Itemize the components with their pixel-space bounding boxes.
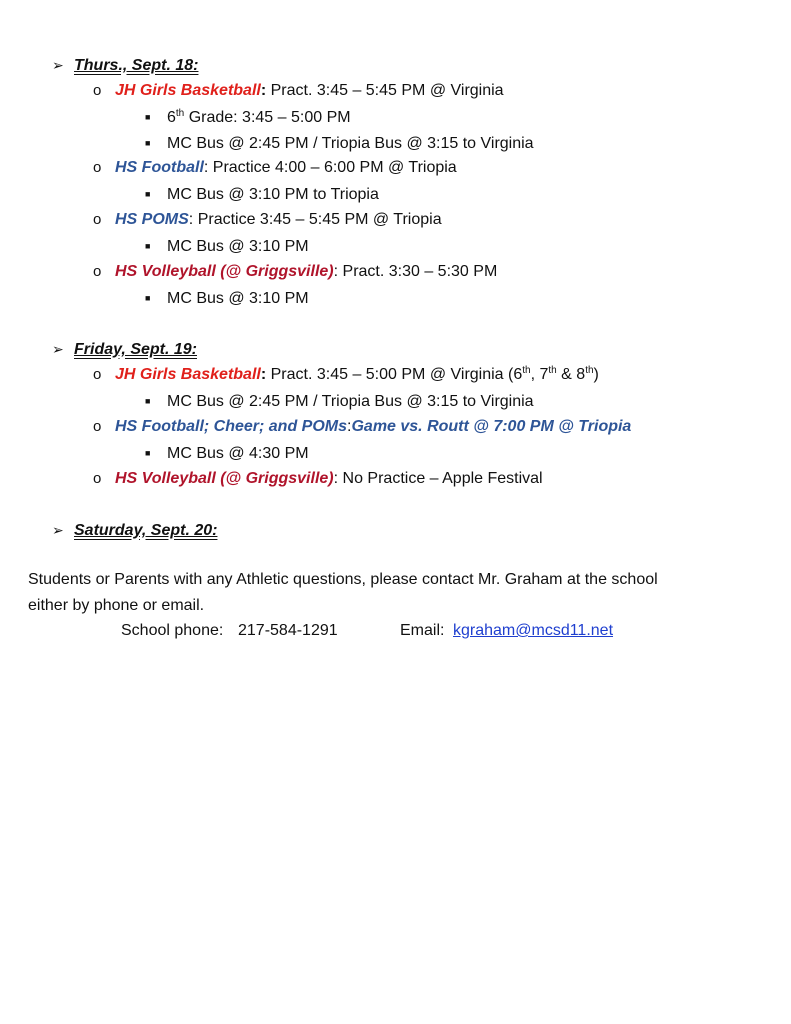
day-heading-text: Saturday, Sept. 20: <box>74 522 218 539</box>
list-item <box>145 288 309 309</box>
list-item <box>93 365 599 385</box>
item-text: MC Bus @ 2:45 PM / Triopia Bus @ 3:15 to Virginia <box>167 393 534 410</box>
email-link[interactable]: kgraham@mcsd11.net <box>453 622 614 639</box>
circle-bullet-icon: o <box>93 263 102 280</box>
label-colon: : <box>260 366 267 383</box>
circle-bullet-icon: o <box>93 82 102 99</box>
square-bullet-icon: ■ <box>145 448 151 458</box>
team-label: JH Girls Basketball <box>115 82 261 99</box>
item-text: Pract. 3:45 – 5:45 PM @ Virginia <box>266 82 504 99</box>
label-colon: : <box>260 82 267 99</box>
email-label: Email: <box>400 622 445 639</box>
item-text: MC Bus @ 2:45 PM / Triopia Bus @ 3:15 to Virginia <box>167 135 534 152</box>
list-item <box>145 443 309 464</box>
team-label: HS Football <box>115 159 204 176</box>
team-label: HS POMS <box>115 211 189 228</box>
day-heading-saturday <box>52 520 217 541</box>
arrow-bullet-icon: ➢ <box>52 522 64 538</box>
item-text: MC Bus @ 3:10 PM <box>167 290 309 307</box>
square-bullet-icon: ■ <box>145 138 151 148</box>
list-item <box>145 133 534 154</box>
arrow-bullet-icon: ➢ <box>52 341 64 357</box>
circle-bullet-icon: o <box>93 418 102 435</box>
circle-bullet-icon: o <box>93 470 102 487</box>
item-text: Grade: 3:45 – 5:00 PM <box>184 109 351 126</box>
list-item <box>145 391 534 412</box>
item-text: Pract. 3:45 – 5:00 PM @ Virginia (6 <box>266 366 523 383</box>
day-heading-thursday <box>52 55 198 76</box>
phone-label: School phone: <box>121 622 224 639</box>
day-heading-text: Friday, Sept. 19: <box>74 341 197 358</box>
game-text: Game vs. Routt @ 7:00 PM @ Triopia <box>351 418 632 435</box>
team-label: HS Football; Cheer; and POMs <box>115 418 348 435</box>
item-text: : Practice 3:45 – 5:45 PM @ Triopia <box>188 211 442 228</box>
list-item <box>93 210 442 230</box>
square-bullet-icon: ■ <box>145 112 151 122</box>
ordinal-suffix: th <box>522 365 531 376</box>
item-text: MC Bus @ 3:10 PM to Triopia <box>167 186 379 203</box>
item-text: & 8 <box>556 366 586 383</box>
team-label: HS Volleyball (@ Griggsville) <box>115 263 334 280</box>
list-item <box>93 469 543 489</box>
item-text: MC Bus @ 3:10 PM <box>167 238 309 255</box>
square-bullet-icon: ■ <box>145 241 151 251</box>
item-text: MC Bus @ 4:30 PM <box>167 445 309 462</box>
team-label: HS Volleyball (@ Griggsville) <box>115 470 334 487</box>
list-item <box>93 417 631 437</box>
ordinal-suffix: th <box>175 108 185 119</box>
ordinal-suffix: th <box>585 365 594 376</box>
phone-value: 217-584-1291 <box>238 622 338 639</box>
contact-paragraph-line2: either by phone or email. <box>28 597 205 614</box>
list-item <box>93 262 497 282</box>
square-bullet-icon: ■ <box>145 396 151 406</box>
list-item <box>93 81 504 101</box>
item-text: : Practice 4:00 – 6:00 PM @ Triopia <box>203 159 457 176</box>
item-text: ) <box>593 366 599 383</box>
grade-number: 6 <box>167 109 176 126</box>
day-heading-text: Thurs., Sept. 18: <box>74 57 199 74</box>
team-label: JH Girls Basketball <box>115 366 261 383</box>
circle-bullet-icon: o <box>93 366 102 383</box>
circle-bullet-icon: o <box>93 211 102 228</box>
square-bullet-icon: ■ <box>145 293 151 303</box>
item-text: : Pract. 3:30 – 5:30 PM <box>333 263 498 280</box>
square-bullet-icon: ■ <box>145 189 151 199</box>
item-text: : No Practice – Apple Festival <box>333 470 543 487</box>
list-item <box>145 236 309 257</box>
arrow-bullet-icon: ➢ <box>52 57 64 73</box>
list-item <box>145 107 351 128</box>
circle-bullet-icon: o <box>93 159 102 176</box>
contact-paragraph-line1: Students or Parents with any Athletic questions, please contact Mr. Graham at the school <box>28 571 658 588</box>
ordinal-suffix: th <box>548 365 557 376</box>
label-colon: : <box>347 418 352 435</box>
list-item <box>93 158 457 178</box>
list-item <box>145 184 379 205</box>
item-text: , 7 <box>530 366 549 383</box>
day-heading-friday <box>52 339 197 360</box>
